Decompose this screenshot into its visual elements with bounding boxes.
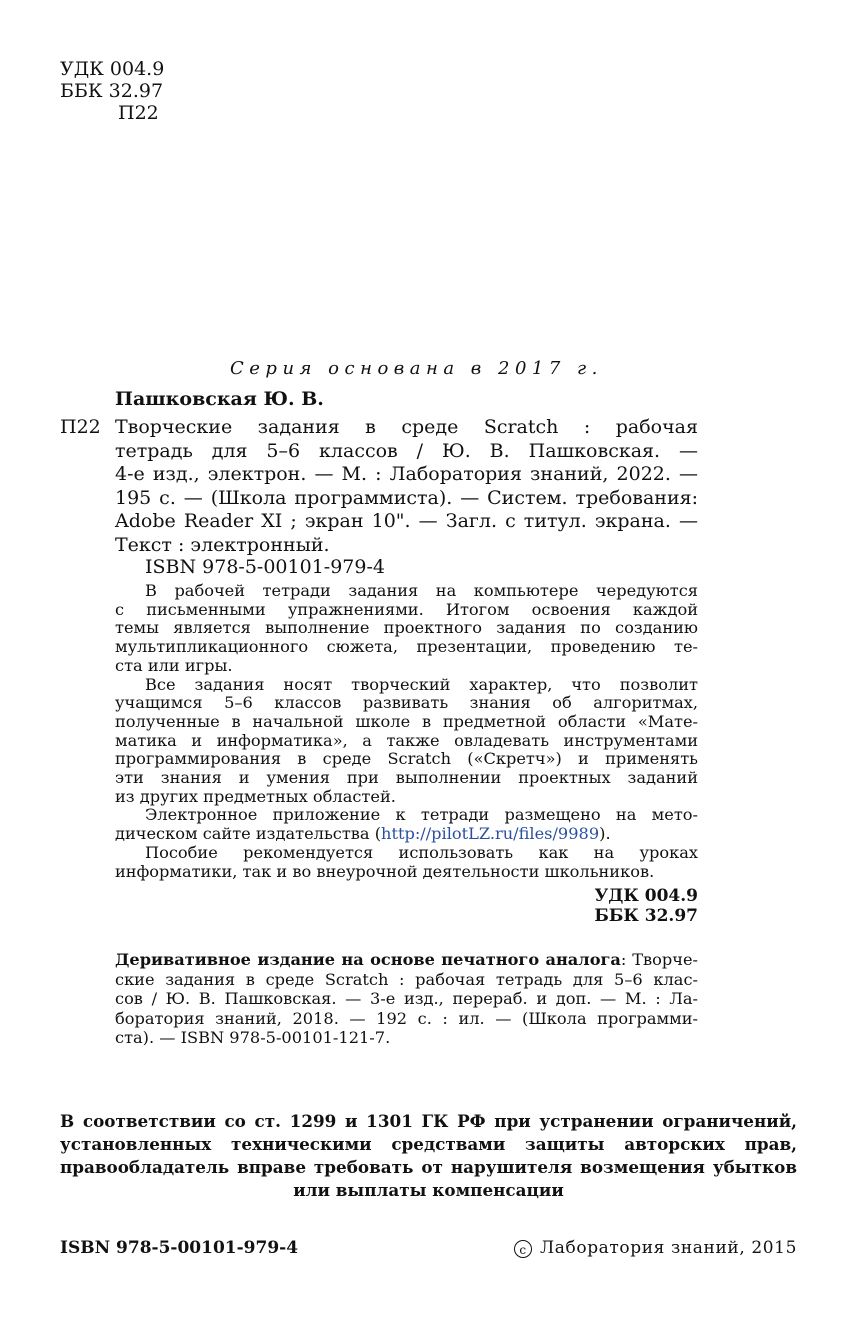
derivative-line: боратория знаний, 2018. — 192 с. : ил. — (Школа программи- <box>115 1008 698 1028</box>
author-mark: П22 <box>118 102 159 124</box>
series-note: Серия основана в 2017 г. <box>230 358 603 379</box>
derivative-text: : Творче- <box>620 950 698 969</box>
annotation-line: программирования в среде Scratch («Скретч») и применять <box>115 749 698 769</box>
site-link[interactable]: http://pilotLZ.ru/files/9989 <box>381 824 600 844</box>
description-line: Текст : электронный. <box>115 533 330 556</box>
udk-code: УДК 004.9 <box>594 886 698 906</box>
annotation-line: информатики, так и во внеурочной деятельности школьников. <box>115 861 655 881</box>
udk-code: УДК 004.9 <box>60 58 165 80</box>
legal-line: установленных техническими средствами защиты авторских прав, <box>60 1134 797 1154</box>
description-line: 4-е изд., электрон. — М. : Лаборатория знаний, 2022. — <box>115 463 698 485</box>
bibliographic-description <box>115 416 698 557</box>
description-line: Adobe Reader XI ; экран 10". — Загл. с титул. экрана. — <box>115 510 698 532</box>
description-line: тетрадь для 5–6 классов / Ю. В. Пашковская. — <box>115 439 698 462</box>
annotation-line: эти знания и умения при выполнении проектных заданий <box>115 768 698 788</box>
annotation-line: ста или игры. <box>115 655 233 675</box>
legal-notice <box>60 1110 797 1202</box>
legal-line: правообладатель вправе требовать от нарушителя возмещения убытков <box>60 1157 797 1177</box>
legal-line: или выплаты компенсации <box>293 1180 564 1200</box>
annotation-line: матика и информатика», а также овладевать инструментами <box>115 730 698 750</box>
author-name: Пашковская Ю. В. <box>115 388 324 410</box>
annotation-line: учащимся 5–6 классов развивать знания об алгоритмах, <box>115 693 698 713</box>
copyright-icon: c <box>514 1240 532 1258</box>
classification-codes <box>60 58 164 124</box>
derivative-line: сов / Ю. В. Пашковская. — 3-е изд., перераб. и доп. — М. : Ла- <box>115 989 698 1008</box>
annotation-line <box>115 825 698 844</box>
derivative-note <box>115 950 698 1048</box>
annotation-line: с письменными упражнениями. Итогом освоения каждой <box>115 599 698 619</box>
footer-isbn: ISBN 978-5-00101-979-4 <box>60 1238 299 1258</box>
description-line: Творческие задания в среде Scratch : рабочая <box>115 416 698 438</box>
annotation-line: мультипликационного сюжета, презентации, проведению те- <box>115 637 698 657</box>
derivative-line <box>115 950 698 970</box>
copyright <box>514 1238 797 1258</box>
annotation-text: ). <box>599 824 611 844</box>
annotation <box>115 582 698 881</box>
legal-line: В соответствии со ст. 1299 и 1301 ГК РФ при устранении ограничений, <box>60 1111 797 1131</box>
annotation-line: Все задания носят творческий характер, что позволит <box>145 674 698 694</box>
annotation-line: полученные в начальной школе в предметной области «Мате- <box>115 711 698 731</box>
classification-codes-right <box>115 886 698 926</box>
description-line: 195 с. — (Школа программиста). — Систем. требования: <box>115 486 698 509</box>
annotation-line: Электронное приложение к тетради размещено на мето- <box>145 805 698 825</box>
derivative-label: Деривативное издание на основе печатного аналога <box>115 950 621 969</box>
bbk-code: ББК 32.97 <box>594 906 698 926</box>
copyright-text: Лаборатория знаний, 2015 <box>540 1238 797 1258</box>
annotation-line: Пособие рекомендуется использовать как на уроках <box>145 842 698 862</box>
annotation-text: дическом сайте издательства ( <box>115 824 382 844</box>
derivative-line: ста). — ISBN 978-5-00101-121-7. <box>115 1028 391 1047</box>
derivative-line: ские задания в среде Scratch : рабочая тетрадь для 5–6 клас- <box>115 969 698 989</box>
annotation-line: темы является выполнение проектного задания по созданию <box>115 618 698 638</box>
annotation-line: В рабочей тетради задания на компьютере чередуются <box>145 581 698 600</box>
annotation-line: из других предметных областей. <box>115 786 396 806</box>
isbn: ISBN 978-5-00101-979-4 <box>145 556 385 578</box>
bbk-code: ББК 32.97 <box>60 80 164 102</box>
author-code: П22 <box>60 416 101 438</box>
